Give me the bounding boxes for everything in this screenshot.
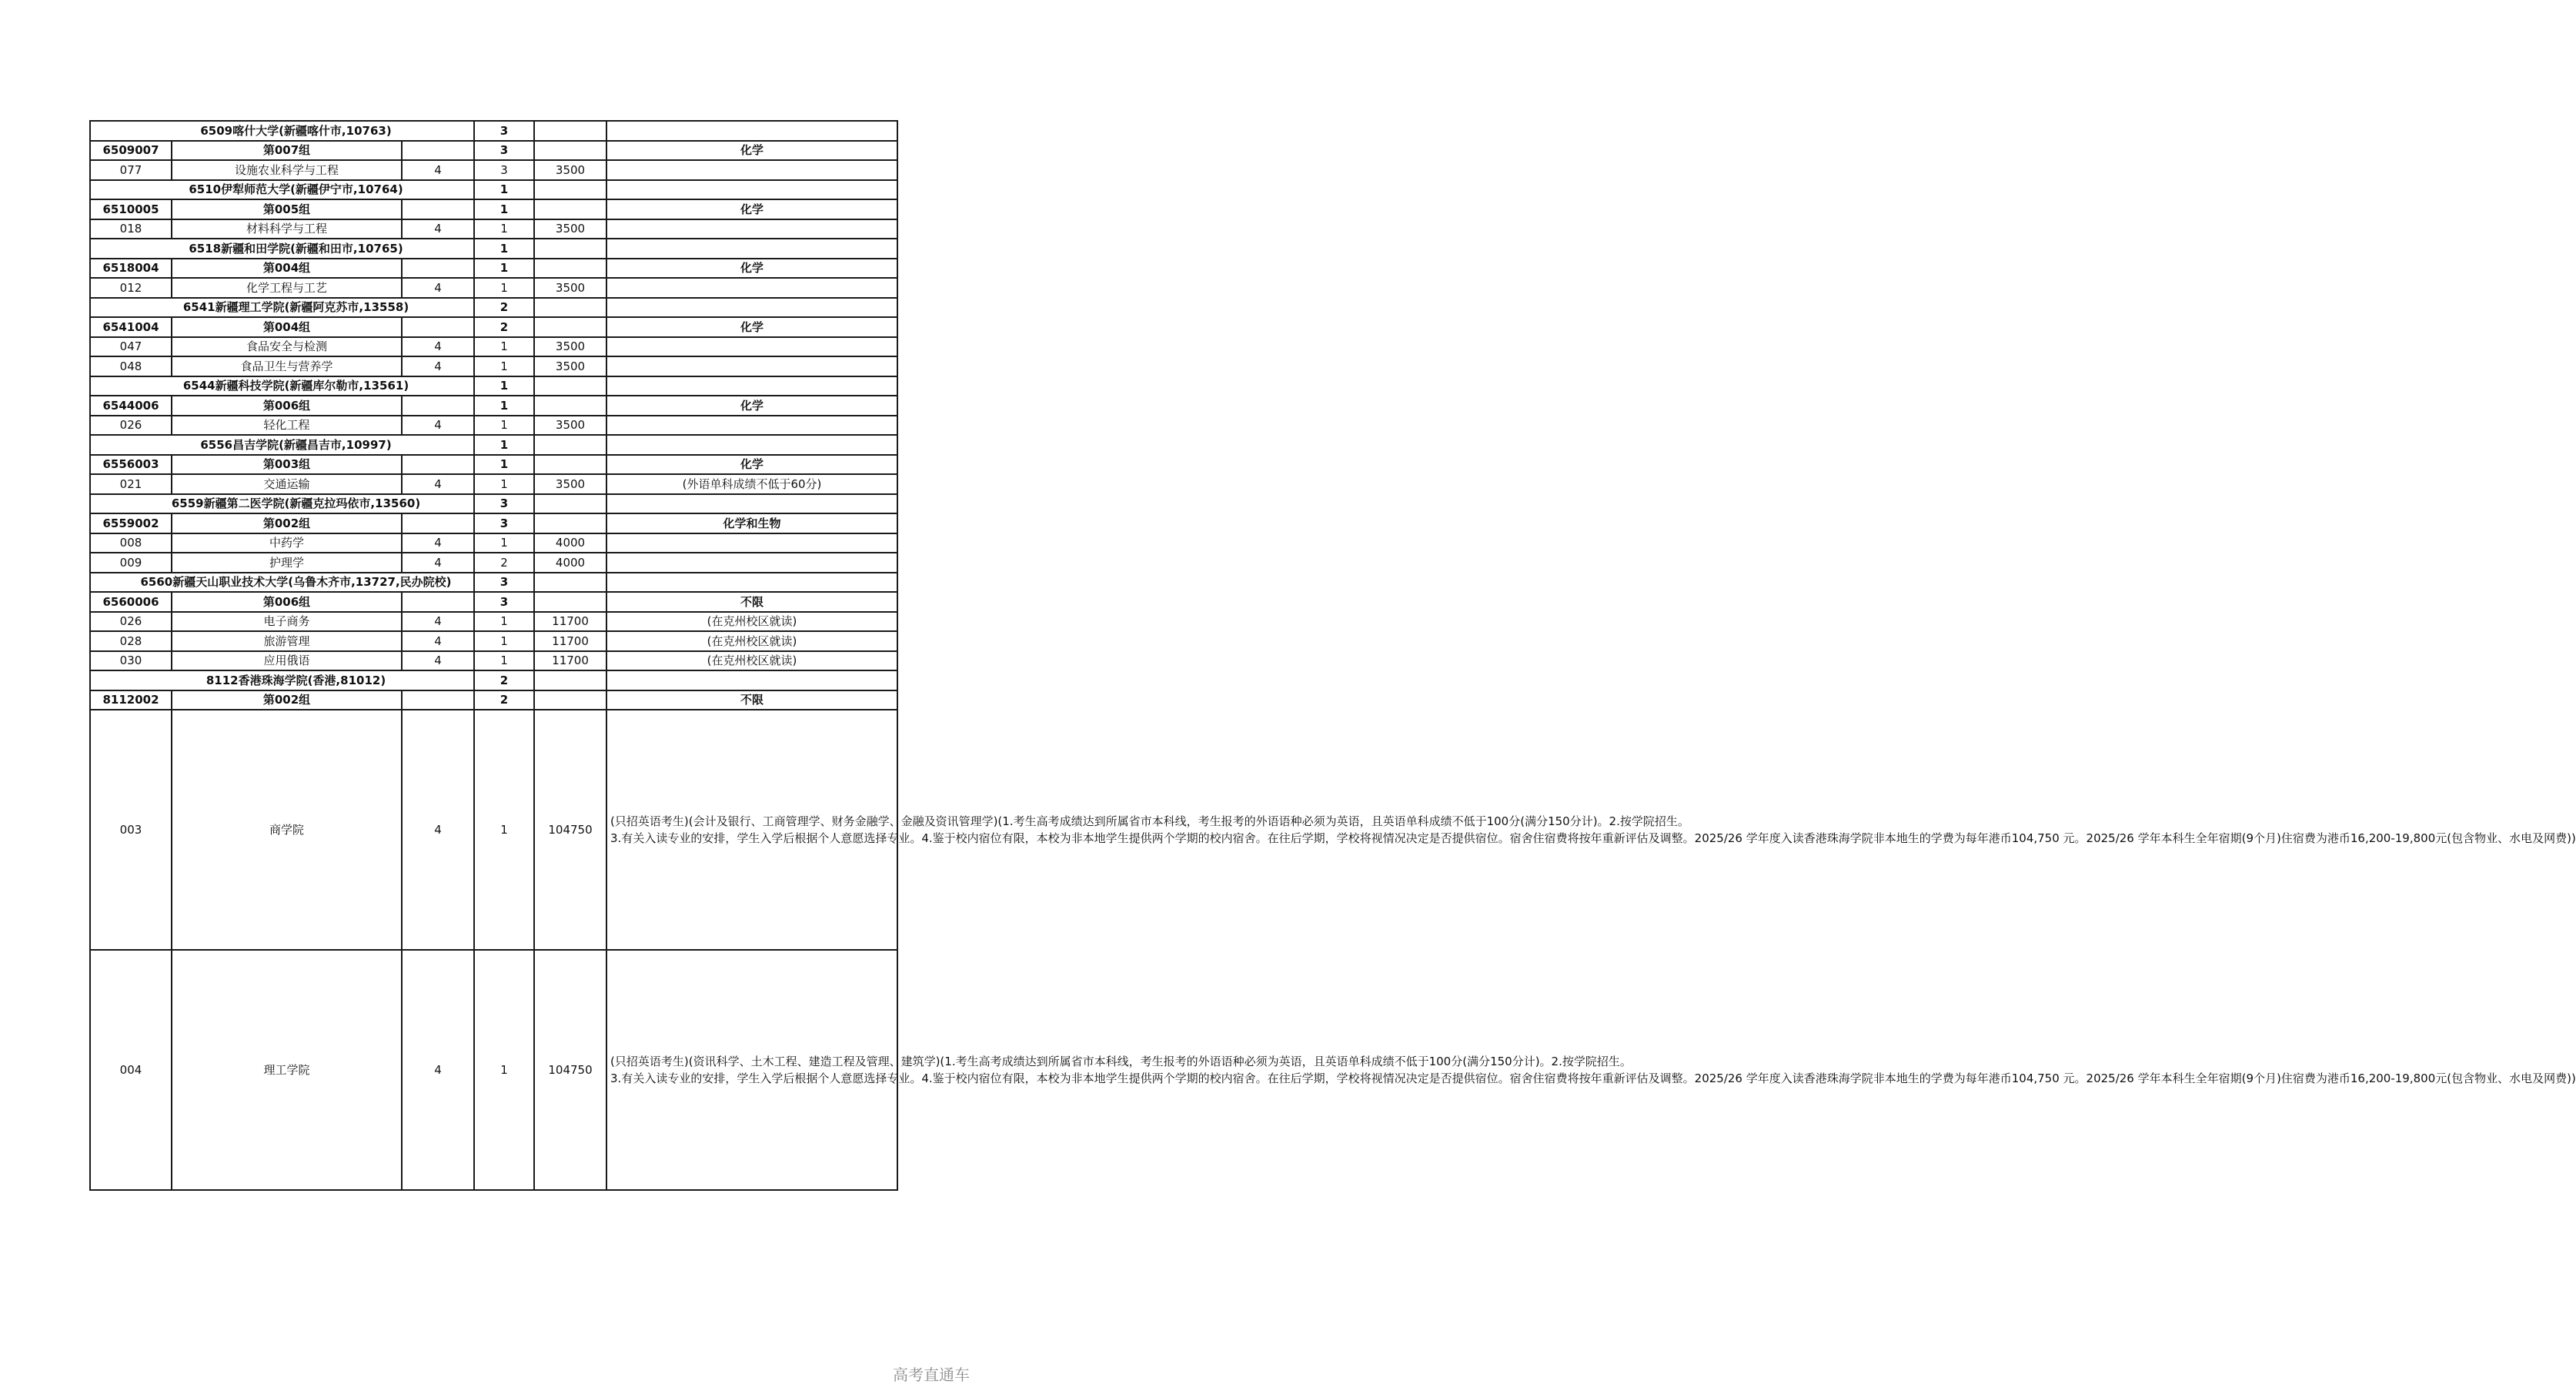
group-row	[90, 396, 897, 416]
group-subject-requirement: 化学	[606, 259, 897, 279]
major-tuition-fee: 104750	[534, 710, 606, 950]
major-code: 026	[90, 416, 172, 436]
major-remark	[606, 356, 897, 376]
major-plan-count: 1	[474, 533, 534, 553]
major-name: 商学院	[172, 710, 402, 950]
school-plan-count: 1	[474, 376, 534, 396]
group-code: 6556003	[90, 455, 172, 475]
major-code: 012	[90, 278, 172, 298]
group-code: 6544006	[90, 396, 172, 416]
major-remark	[606, 337, 897, 357]
school-fee-cell	[534, 121, 606, 141]
group-years-cell	[402, 592, 474, 612]
group-row	[90, 592, 897, 612]
school-name: 6559新疆第二医学院(新疆克拉玛依市,13560)	[90, 494, 474, 514]
school-row	[90, 670, 897, 690]
group-fee-cell	[534, 592, 606, 612]
school-row	[90, 239, 897, 259]
major-name: 护理学	[172, 553, 402, 573]
school-plan-count: 3	[474, 121, 534, 141]
major-tuition-fee: 11700	[534, 651, 606, 671]
major-years: 4	[402, 710, 474, 950]
major-plan-count: 1	[474, 356, 534, 376]
major-code: 026	[90, 612, 172, 632]
major-name: 设施农业科学与工程	[172, 160, 402, 180]
major-plan-count: 1	[474, 612, 534, 632]
school-remark-cell	[606, 573, 897, 593]
school-row	[90, 180, 897, 200]
major-code: 009	[90, 553, 172, 573]
group-fee-cell	[534, 259, 606, 279]
major-remark	[606, 160, 897, 180]
group-subject-requirement: 不限	[606, 592, 897, 612]
school-name: 6544新疆科技学院(新疆库尔勒市,13561)	[90, 376, 474, 396]
group-years-cell	[402, 513, 474, 533]
major-row	[90, 710, 897, 950]
major-row	[90, 416, 897, 436]
school-name: 6510伊犁师范大学(新疆伊宁市,10764)	[90, 180, 474, 200]
major-tuition-fee: 3500	[534, 160, 606, 180]
major-plan-count: 1	[474, 337, 534, 357]
school-row	[90, 298, 897, 318]
major-remark	[606, 278, 897, 298]
major-plan-count: 1	[474, 416, 534, 436]
major-remark	[606, 950, 2576, 1190]
major-tuition-fee: 3500	[534, 356, 606, 376]
major-remark	[606, 416, 897, 436]
remark-paragraph: 3.有关入读专业的安排，学生入学后根据个人意愿选择专业。4.鉴于校内宿位有限，本校为非本地学生提供两个学期的校内宿舍。在往后学期，学校将视情况决定是否提供宿位。宿舍住宿费将按年重新评估及调整。2025/26 学年度入读香港珠海学院非本地生的学费为每年港币104,750 元。2025/26 学年本科生全年宿期(9个月)住宿费为港币16,200-19,800元(包含物业、水电及网费))	[610, 1071, 2576, 1085]
school-remark-cell	[606, 180, 897, 200]
group-plan-count: 1	[474, 455, 534, 475]
school-plan-count: 3	[474, 494, 534, 514]
school-fee-cell	[534, 435, 606, 455]
group-subject-requirement: 化学	[606, 396, 897, 416]
major-tuition-fee: 3500	[534, 474, 606, 494]
major-years: 4	[402, 950, 474, 1190]
group-name: 第003组	[172, 455, 402, 475]
group-subject-requirement: 不限	[606, 690, 897, 710]
group-row	[90, 141, 897, 161]
school-fee-cell	[534, 376, 606, 396]
school-row	[90, 121, 897, 141]
major-remark: (在克州校区就读)	[606, 612, 897, 632]
school-name: 8112香港珠海学院(香港,81012)	[90, 670, 474, 690]
major-code: 004	[90, 950, 172, 1190]
major-name: 交通运输	[172, 474, 402, 494]
major-code: 077	[90, 160, 172, 180]
table-body	[90, 121, 2576, 1190]
school-name: 6509喀什大学(新疆喀什市,10763)	[90, 121, 474, 141]
major-years: 4	[402, 160, 474, 180]
group-row	[90, 259, 897, 279]
group-years-cell	[402, 396, 474, 416]
major-name: 电子商务	[172, 612, 402, 632]
major-remark: (在克州校区就读)	[606, 631, 897, 651]
school-plan-count: 1	[474, 435, 534, 455]
school-row	[90, 573, 897, 593]
group-years-cell	[402, 141, 474, 161]
major-tuition-fee: 3500	[534, 416, 606, 436]
remark-paragraph: (只招英语考生)(会计及银行、工商管理学、财务金融学、金融及资讯管理学)(1.考生高考成绩达到所属省市本科线，考生报考的外语语种必须为英语，且英语单科成绩不低于100分(满分150分计)。2.按学院招生。	[610, 814, 1689, 828]
major-remark: (在克州校区就读)	[606, 651, 897, 671]
group-fee-cell	[534, 141, 606, 161]
major-name: 旅游管理	[172, 631, 402, 651]
major-row	[90, 219, 897, 239]
major-row	[90, 533, 897, 553]
school-row	[90, 435, 897, 455]
major-row	[90, 356, 897, 376]
major-plan-count: 1	[474, 219, 534, 239]
group-subject-requirement: 化学	[606, 455, 897, 475]
major-remark	[606, 533, 897, 553]
group-code: 6559002	[90, 513, 172, 533]
major-remark: (外语单科成绩不低于60分)	[606, 474, 897, 494]
group-code: 6510005	[90, 199, 172, 219]
group-code: 6541004	[90, 317, 172, 337]
school-plan-count: 3	[474, 573, 534, 593]
major-code: 028	[90, 631, 172, 651]
major-tuition-fee: 11700	[534, 612, 606, 632]
major-plan-count: 2	[474, 553, 534, 573]
major-name: 食品卫生与营养学	[172, 356, 402, 376]
school-fee-cell	[534, 573, 606, 593]
group-name: 第004组	[172, 317, 402, 337]
group-fee-cell	[534, 690, 606, 710]
school-row	[90, 376, 897, 396]
group-plan-count: 1	[474, 199, 534, 219]
major-row	[90, 474, 897, 494]
group-years-cell	[402, 690, 474, 710]
remark-paragraph: 3.有关入读专业的安排，学生入学后根据个人意愿选择专业。4.鉴于校内宿位有限，本校为非本地学生提供两个学期的校内宿舍。在往后学期，学校将视情况决定是否提供宿位。宿舍住宿费将按年重新评估及调整。2025/26 学年度入读香港珠海学院非本地生的学费为每年港币104,750 元。2025/26 学年本科生全年宿期(9个月)住宿费为港币16,200-19,800元(包含物业、水电及网费))	[610, 831, 2576, 845]
group-plan-count: 2	[474, 317, 534, 337]
remark-paragraph: (只招英语考生)(资讯科学、土木工程、建造工程及管理、建筑学)(1.考生高考成绩达到所属省市本科线，考生报考的外语语种必须为英语，且英语单科成绩不低于100分(满分150分计)。2.按学院招生。	[610, 1055, 1632, 1068]
group-name: 第004组	[172, 259, 402, 279]
major-years: 4	[402, 278, 474, 298]
major-name: 中药学	[172, 533, 402, 553]
major-years: 4	[402, 416, 474, 436]
major-row	[90, 651, 897, 671]
school-plan-count: 2	[474, 670, 534, 690]
major-years: 4	[402, 219, 474, 239]
school-fee-cell	[534, 494, 606, 514]
major-remark	[606, 710, 2576, 950]
group-plan-count: 3	[474, 141, 534, 161]
school-plan-count: 1	[474, 239, 534, 259]
school-remark-cell	[606, 435, 897, 455]
group-name: 第006组	[172, 396, 402, 416]
major-code: 030	[90, 651, 172, 671]
major-name: 应用俄语	[172, 651, 402, 671]
major-name: 理工学院	[172, 950, 402, 1190]
group-fee-cell	[534, 455, 606, 475]
major-row	[90, 631, 897, 651]
major-code: 018	[90, 219, 172, 239]
group-plan-count: 1	[474, 259, 534, 279]
group-row	[90, 513, 897, 533]
school-plan-count: 2	[474, 298, 534, 318]
group-code: 6518004	[90, 259, 172, 279]
group-plan-count: 3	[474, 513, 534, 533]
major-plan-count: 1	[474, 631, 534, 651]
major-row	[90, 950, 897, 1190]
school-name: 6541新疆理工学院(新疆阿克苏市,13558)	[90, 298, 474, 318]
school-fee-cell	[534, 239, 606, 259]
major-name: 食品安全与检测	[172, 337, 402, 357]
major-plan-count: 1	[474, 278, 534, 298]
school-remark-cell	[606, 239, 897, 259]
school-row	[90, 494, 897, 514]
school-name: 6560新疆天山职业技术大学(乌鲁木齐市,13727,民办院校)	[90, 573, 474, 593]
group-subject-requirement: 化学	[606, 199, 897, 219]
group-plan-count: 2	[474, 690, 534, 710]
school-fee-cell	[534, 180, 606, 200]
group-code: 6560006	[90, 592, 172, 612]
group-years-cell	[402, 259, 474, 279]
major-years: 4	[402, 612, 474, 632]
school-name: 6518新疆和田学院(新疆和田市,10765)	[90, 239, 474, 259]
group-years-cell	[402, 317, 474, 337]
admission-plan-table	[89, 120, 2576, 1191]
major-years: 4	[402, 553, 474, 573]
school-fee-cell	[534, 670, 606, 690]
group-years-cell	[402, 455, 474, 475]
major-code: 008	[90, 533, 172, 553]
major-row	[90, 278, 897, 298]
group-row	[90, 690, 897, 710]
major-years: 4	[402, 474, 474, 494]
group-fee-cell	[534, 513, 606, 533]
group-code: 6509007	[90, 141, 172, 161]
major-name: 材料科学与工程	[172, 219, 402, 239]
group-subject-requirement: 化学	[606, 141, 897, 161]
major-row	[90, 612, 897, 632]
major-code: 003	[90, 710, 172, 950]
group-name: 第002组	[172, 690, 402, 710]
major-years: 4	[402, 631, 474, 651]
school-plan-count: 1	[474, 180, 534, 200]
major-plan-count: 3	[474, 160, 534, 180]
major-years: 4	[402, 533, 474, 553]
major-tuition-fee: 4000	[534, 533, 606, 553]
group-fee-cell	[534, 317, 606, 337]
major-tuition-fee: 3500	[534, 337, 606, 357]
group-plan-count: 1	[474, 396, 534, 416]
major-years: 4	[402, 356, 474, 376]
major-tuition-fee: 3500	[534, 219, 606, 239]
group-plan-count: 3	[474, 592, 534, 612]
group-code: 8112002	[90, 690, 172, 710]
major-code: 048	[90, 356, 172, 376]
major-name: 轻化工程	[172, 416, 402, 436]
group-row	[90, 455, 897, 475]
major-tuition-fee: 3500	[534, 278, 606, 298]
major-plan-count: 1	[474, 474, 534, 494]
group-name: 第005组	[172, 199, 402, 219]
group-row	[90, 199, 897, 219]
school-fee-cell	[534, 298, 606, 318]
school-remark-cell	[606, 298, 897, 318]
major-plan-count: 1	[474, 651, 534, 671]
group-name: 第002组	[172, 513, 402, 533]
group-subject-requirement: 化学和生物	[606, 513, 897, 533]
school-remark-cell	[606, 670, 897, 690]
major-tuition-fee: 104750	[534, 950, 606, 1190]
group-name: 第007组	[172, 141, 402, 161]
major-plan-count: 1	[474, 710, 534, 950]
group-subject-requirement: 化学	[606, 317, 897, 337]
major-remark	[606, 553, 897, 573]
major-code: 021	[90, 474, 172, 494]
group-years-cell	[402, 199, 474, 219]
watermark: 高考直通车	[893, 1366, 970, 1384]
major-years: 4	[402, 651, 474, 671]
major-plan-count: 1	[474, 950, 534, 1190]
major-row	[90, 160, 897, 180]
school-remark-cell	[606, 121, 897, 141]
group-fee-cell	[534, 199, 606, 219]
school-name: 6556昌吉学院(新疆昌吉市,10997)	[90, 435, 474, 455]
group-row	[90, 317, 897, 337]
major-remark	[606, 219, 897, 239]
major-row	[90, 553, 897, 573]
school-remark-cell	[606, 494, 897, 514]
group-fee-cell	[534, 396, 606, 416]
major-code: 047	[90, 337, 172, 357]
school-remark-cell	[606, 376, 897, 396]
major-tuition-fee: 4000	[534, 553, 606, 573]
major-name: 化学工程与工艺	[172, 278, 402, 298]
major-tuition-fee: 11700	[534, 631, 606, 651]
group-name: 第006组	[172, 592, 402, 612]
major-row	[90, 337, 897, 357]
major-years: 4	[402, 337, 474, 357]
